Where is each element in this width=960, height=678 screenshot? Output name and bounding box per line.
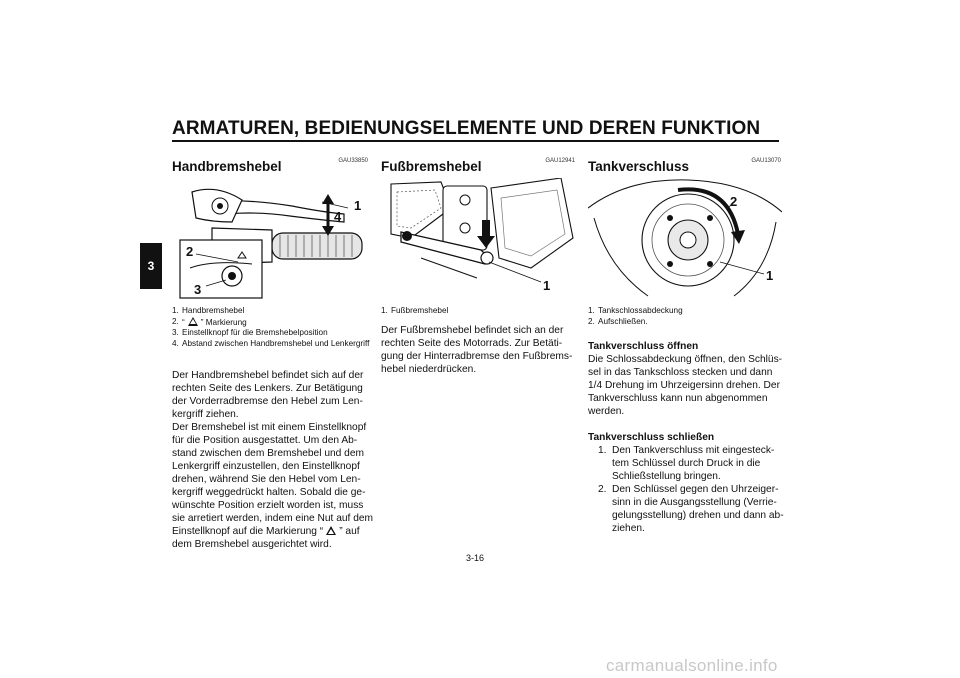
- caption-item: 1. Tankschlossabdeckung: [588, 306, 683, 315]
- figure-foot-brake: [381, 178, 577, 298]
- paragraph: Der Bremshebel ist mit einem Einstellknopf für die Position ausgestattet. Um den Ab- stand zwischen dem Bremshebel und dem Lenkergriff einzustellen, den Einstellknopf drehen, während Sie den Hebel vom Len- kergriff weggedrückt halten. Sobald die ge- wünschte Position erzielt worden ist, muss sie arretiert werden, indem eine Nut auf dem Einstellknopf auf die Markierung “ ” auf dem Bremshebel ausgerichtet wird.: [172, 422, 374, 550]
- header-rule: [172, 140, 779, 142]
- section-code-handbremshebel: GAU33850: [338, 158, 368, 164]
- figure-handbrake-lever: [172, 178, 368, 302]
- caption-item: 4. Abstand zwischen Handbremshebel und Lenkergriff: [172, 338, 370, 348]
- captions-handbremshebel: [172, 306, 372, 349]
- figure-label-1: 1: [766, 268, 774, 283]
- handbrake-illustration: [172, 178, 368, 302]
- step-item: 2. Den Schlüssel gegen den Uhrzeiger- sinn in die Ausgangsstellung (Verrie- gelungsstellung) drehen und dann ab- ziehen.: [598, 484, 784, 534]
- figure-label-1: 1: [543, 278, 551, 293]
- caption-item: 1. Fußbremshebel: [381, 306, 449, 315]
- section-title-tankverschluss: Tankverschluss: [588, 159, 690, 174]
- page-header: ARMATUREN, BEDIENUNGSELEMENTE UND DEREN FUNKTION: [172, 118, 761, 139]
- paragraph: Die Schlossabdeckung öffnen, den Schlüs- sel in das Tankschloss stecken und dann 1/4 Drehung im Uhrzeigersinn drehen. Der Tankverschluss kann nun abgenommen werden.: [588, 354, 783, 417]
- section-title-fussbremshebel: Fußbremshebel: [381, 159, 482, 174]
- caption-item: 3. Einstellknopf für die Bremshebelposition: [172, 328, 328, 337]
- triangle-mark-icon: [188, 317, 198, 326]
- body-tankverschluss: [588, 340, 786, 535]
- watermark: carmanualsonline.info: [606, 656, 778, 675]
- figure-label-2: 2: [730, 194, 738, 209]
- figure-label-1: 1: [354, 198, 362, 213]
- section-title-handbremshebel: Handbremshebel: [172, 159, 282, 174]
- paragraph: Der Fußbremshebel befindet sich an der rechten Seite des Motorrads. Zur Betäti- gung der Hinterradbremse den Fußbrems- hebel niederdrücken.: [381, 325, 573, 375]
- caption-item: 1. Handbremshebel: [172, 306, 245, 315]
- body-fussbremshebel: [381, 324, 577, 376]
- figure-fuel-cap: [588, 178, 782, 298]
- paragraph: Der Handbremshebel befindet sich auf der rechten Seite des Lenkers. Zur Betätigung der Vorderradbremse den Hebel zum Len- kergriff ziehen.: [172, 370, 364, 420]
- captions-fussbremshebel: [381, 306, 577, 317]
- captions-tankverschluss: [588, 306, 784, 327]
- body-handbremshebel: [172, 369, 374, 551]
- caption-item: 2. “ ” Markierung: [172, 316, 247, 327]
- step-item: 1. Den Tankverschluss mit eingesteck- tem Schlüssel durch Druck in die Schließstellung bringen.: [598, 445, 775, 482]
- section-code-tankverschluss: GAU13070: [751, 158, 781, 164]
- figure-label-3: 3: [194, 282, 202, 297]
- triangle-mark-icon: [326, 526, 336, 535]
- caption-item: 2. Aufschließen.: [588, 316, 648, 326]
- section-code-fussbremshebel: GAU12941: [545, 158, 575, 164]
- chapter-tab: 3: [140, 243, 162, 289]
- fuelcap-illustration: [588, 178, 782, 298]
- page-number: 3-16: [466, 553, 485, 563]
- sub-heading-close: Tankverschluss schließen: [588, 432, 715, 443]
- sub-heading-open: Tankverschluss öffnen: [588, 341, 699, 352]
- figure-label-4: 4: [334, 209, 342, 224]
- figure-label-2: 2: [186, 244, 194, 259]
